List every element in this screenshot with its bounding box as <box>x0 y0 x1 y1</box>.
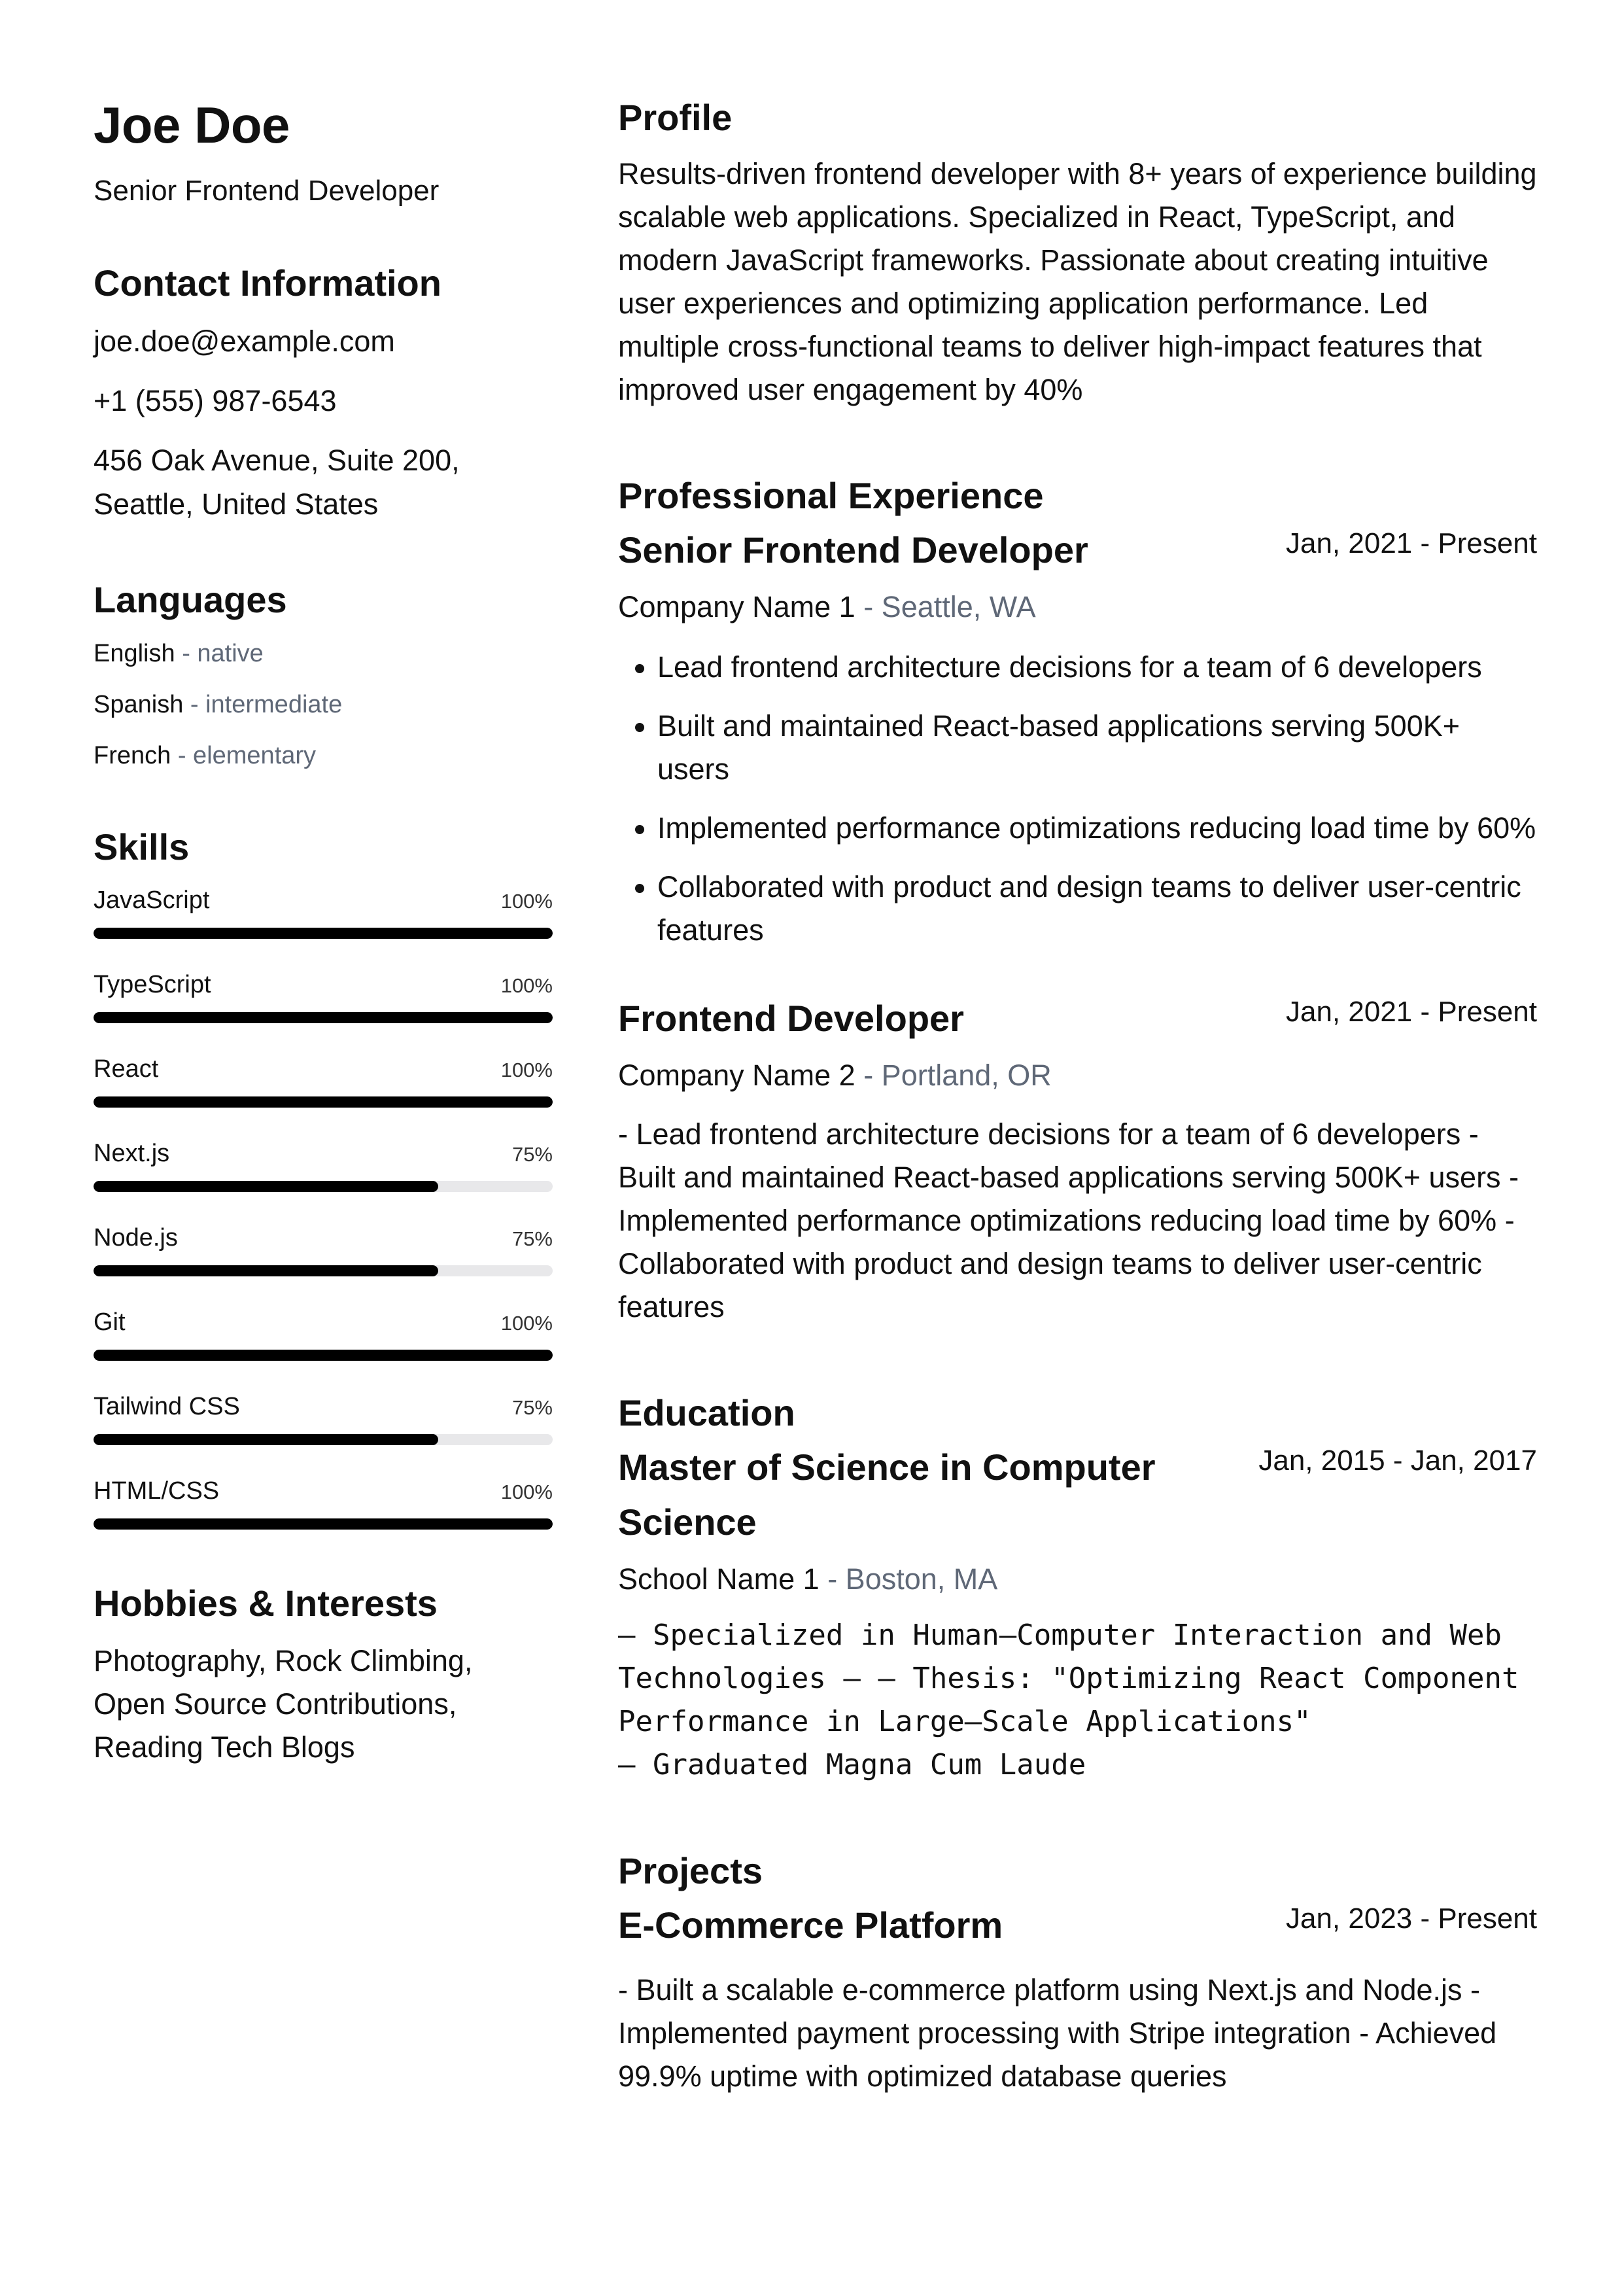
job-location: - Portland, OR <box>863 1059 1052 1092</box>
language-item <box>94 738 553 773</box>
person-role: Senior Frontend Developer <box>94 174 440 207</box>
projects-heading: Projects <box>618 1850 763 1891</box>
skill-bar-track <box>94 1181 553 1192</box>
skill-name: TypeScript <box>94 970 211 998</box>
skill-item <box>94 1052 553 1108</box>
skill-bar-fill <box>94 1434 438 1445</box>
experience-heading: Professional Experience <box>618 475 1044 516</box>
skill-name: Tailwind CSS <box>94 1392 240 1420</box>
education-description: – Specialized in Human–Computer Interaction and Web Technologies – – Thesis: "Optimizing React Component Performance in Large–Scale Applications" – Graduated Magna Cum Laude <box>618 1619 1519 1781</box>
skill-item <box>94 1221 553 1276</box>
project-description: - Built a scalable e-commerce platform using Next.js and Node.js - Implemented payment processing with Stripe integration - Achieved 99.9% uptime with optimized database queries <box>618 1973 1497 2093</box>
skill-bar-track <box>94 1096 553 1108</box>
skill-name: Git <box>94 1308 126 1336</box>
projects-section <box>618 1848 1537 2098</box>
skill-name: Next.js <box>94 1139 170 1167</box>
job-bullet: • Implemented performance optimizations reducing load time by 60% <box>657 807 1537 850</box>
skill-bar-fill <box>94 1012 553 1023</box>
skill-bar-fill <box>94 1518 553 1530</box>
education-heading: Education <box>618 1392 795 1433</box>
languages-heading: Languages <box>94 578 287 620</box>
skill-bar-track <box>94 1012 553 1023</box>
job-bullet: • Collaborated with product and design teams to deliver user-centric features <box>657 866 1537 952</box>
skill-percent: 100% <box>500 889 553 913</box>
languages-list <box>94 636 553 773</box>
education-location: - Boston, MA <box>827 1562 998 1596</box>
education-school-line <box>618 1558 1537 1601</box>
skill-bar-track <box>94 928 553 939</box>
job-date: Jan, 2021 - Present <box>1285 527 1537 559</box>
job-entry <box>618 523 1537 952</box>
person-name: Joe Doe <box>94 96 290 154</box>
skill-item <box>94 1390 553 1445</box>
skill-percent: 100% <box>500 1480 553 1503</box>
contact-email: joe.doe@example.com <box>94 324 395 358</box>
education-school: School Name 1 <box>618 1562 820 1596</box>
skills-heading: Skills <box>94 826 190 867</box>
right-column <box>618 95 1537 2098</box>
education-section <box>618 1390 1537 1787</box>
skills-list <box>94 883 553 1530</box>
skill-bar-fill <box>94 1181 438 1192</box>
job-description: - Lead frontend architecture decisions for a team of 6 developers - Built and maintained React-based applications serving 500K+ users - Implemented performance optimizations reducing load time by 60% - Collaborated with product and design teams to deliver user-centric features <box>618 1117 1519 1323</box>
skill-name: React <box>94 1055 159 1083</box>
education-date: Jan, 2015 - Jan, 2017 <box>1258 1445 1537 1477</box>
skill-percent: 100% <box>500 1058 553 1081</box>
language-level: - native <box>182 639 264 667</box>
skill-name: Node.js <box>94 1223 178 1252</box>
skill-item <box>94 968 553 1023</box>
profile-section <box>618 95 1537 412</box>
skill-bar-track <box>94 1434 553 1445</box>
skill-name: HTML/CSS <box>94 1477 220 1505</box>
language-item <box>94 636 553 671</box>
job-title: Senior Frontend Developer <box>618 529 1088 570</box>
job-bullets <box>618 646 1537 952</box>
language-level: - elementary <box>177 741 317 769</box>
skill-item <box>94 883 553 939</box>
language-name: Spanish <box>94 690 184 718</box>
skill-bar-track <box>94 1350 553 1361</box>
profile-heading: Profile <box>618 97 733 138</box>
skill-bar-track <box>94 1265 553 1276</box>
job-company: Company Name 1 <box>618 590 855 623</box>
job-entry <box>618 991 1537 1329</box>
skill-bar-fill <box>94 1265 438 1276</box>
skill-item <box>94 1305 553 1361</box>
hobbies-text: Photography, Rock Climbing, Open Source Contributions, Reading Tech Blogs <box>94 1643 473 1764</box>
job-company: Company Name 2 <box>618 1059 855 1092</box>
skill-percent: 75% <box>511 1227 553 1250</box>
skill-percent: 75% <box>511 1142 553 1166</box>
skill-bar-fill <box>94 1350 553 1361</box>
language-name: English <box>94 639 175 667</box>
project-date: Jan, 2023 - Present <box>1285 1902 1537 1935</box>
skill-bar-fill <box>94 928 553 939</box>
skill-item <box>94 1136 553 1192</box>
contact-phone: +1 (555) 987-6543 <box>94 383 337 417</box>
left-column <box>94 95 553 1769</box>
job-bullet: • Lead frontend architecture decisions for a team of 6 developers <box>657 646 1537 689</box>
experience-section <box>618 473 1537 1329</box>
job-date: Jan, 2021 - Present <box>1285 996 1537 1028</box>
profile-text: Results-driven frontend developer with 8+ years of experience building scalable web applications. Specialized in React, TypeScript, and modern JavaScript frameworks. Passionate about creating intuitive user experiences and optimizing application performance. Led multiple cross-functional teams to deliver high-impact features that improved user engagement by 40% <box>618 157 1537 406</box>
skill-name: JavaScript <box>94 886 210 914</box>
job-company-line <box>618 586 1537 629</box>
language-name: French <box>94 741 171 769</box>
education-degree: Master of Science in Computer Science <box>618 1446 1156 1543</box>
skill-bar-fill <box>94 1096 553 1108</box>
skill-percent: 100% <box>500 973 553 997</box>
job-title: Frontend Developer <box>618 998 964 1039</box>
job-bullet: • Built and maintained React-based applications serving 500K+ users <box>657 705 1537 791</box>
job-company-line <box>618 1054 1537 1097</box>
job-location: - Seattle, WA <box>863 590 1036 623</box>
skill-percent: 100% <box>500 1311 553 1335</box>
contact-address: 456 Oak Avenue, Suite 200, Seattle, United States <box>94 443 460 521</box>
project-title: E-Commerce Platform <box>618 1904 1003 1946</box>
skill-percent: 75% <box>511 1395 553 1419</box>
language-item <box>94 687 553 722</box>
skill-item <box>94 1474 553 1530</box>
contact-heading: Contact Information <box>94 262 441 304</box>
skill-bar-track <box>94 1518 553 1530</box>
hobbies-heading: Hobbies & Interests <box>94 1582 438 1624</box>
language-level: - intermediate <box>190 690 343 718</box>
